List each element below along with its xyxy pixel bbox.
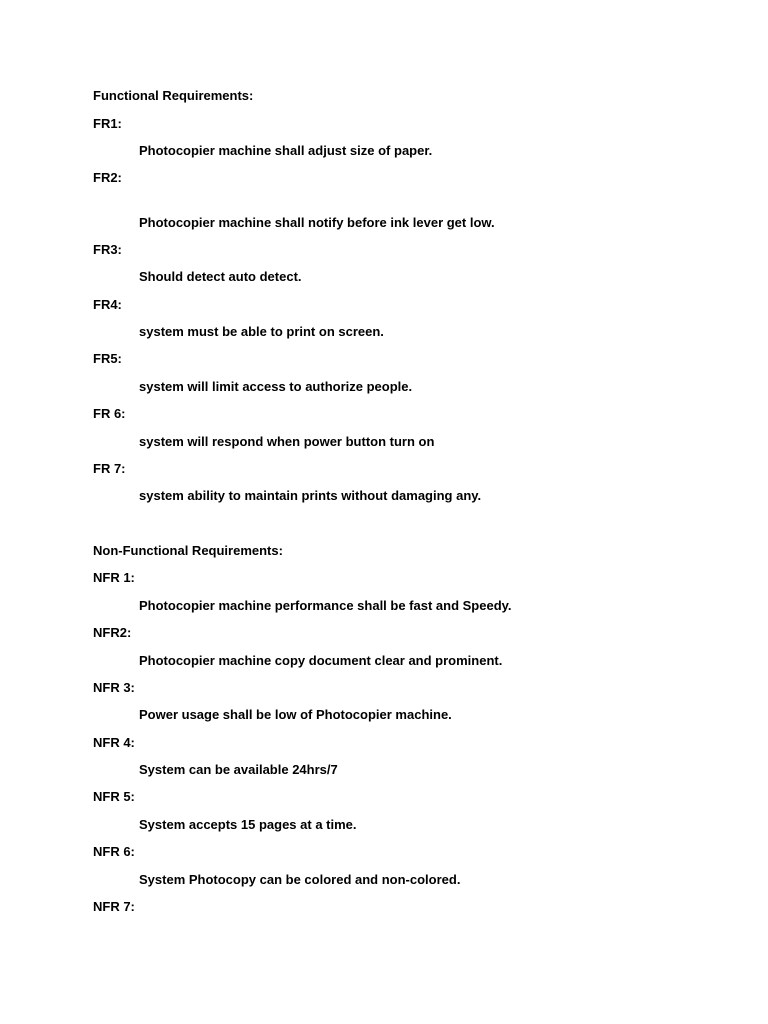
nfr2-text: Photocopier machine copy document clear and prominent. — [139, 653, 503, 668]
nfr6-text: System Photocopy can be colored and non-colored. — [139, 872, 461, 887]
functional-heading: Functional Requirements: — [93, 88, 254, 103]
nfr7-label: NFR 7: — [93, 899, 135, 914]
nfr1-label: NFR 1: — [93, 570, 135, 585]
fr5-text: system will limit access to authorize people. — [139, 379, 413, 394]
nfr1-text: Photocopier machine performance shall be fast and Speedy. — [139, 598, 512, 613]
fr7-label: FR 7: — [93, 461, 126, 476]
fr2-text: Photocopier machine shall notify before ink lever get low. — [139, 215, 495, 230]
fr7-text: system ability to maintain prints without damaging any. — [139, 488, 482, 503]
nfr4-label: NFR 4: — [93, 735, 135, 750]
fr3-text: Should detect auto detect. — [139, 269, 302, 284]
nfr6-label: NFR 6: — [93, 844, 135, 859]
nfr5-text: System accepts 15 pages at a time. — [139, 817, 357, 832]
fr6-label: FR 6: — [93, 406, 126, 421]
nfr3-label: NFR 3: — [93, 680, 135, 695]
fr1-label: FR1: — [93, 116, 122, 131]
nfr5-label: NFR 5: — [93, 789, 135, 804]
fr5-label: FR5: — [93, 351, 122, 366]
fr4-label: FR4: — [93, 297, 122, 312]
nfr3-text: Power usage shall be low of Photocopier machine. — [139, 707, 452, 722]
nfr2-label: NFR2: — [93, 625, 132, 640]
fr6-text: system will respond when power button turn on — [139, 434, 435, 449]
fr2-label: FR2: — [93, 170, 122, 185]
nfr4-text: System can be available 24hrs/7 — [139, 762, 338, 777]
non-functional-heading: Non-Functional Requirements: — [93, 543, 283, 558]
fr4-text: system must be able to print on screen. — [139, 324, 384, 339]
fr1-text: Photocopier machine shall adjust size of paper. — [139, 143, 433, 158]
fr3-label: FR3: — [93, 242, 122, 257]
